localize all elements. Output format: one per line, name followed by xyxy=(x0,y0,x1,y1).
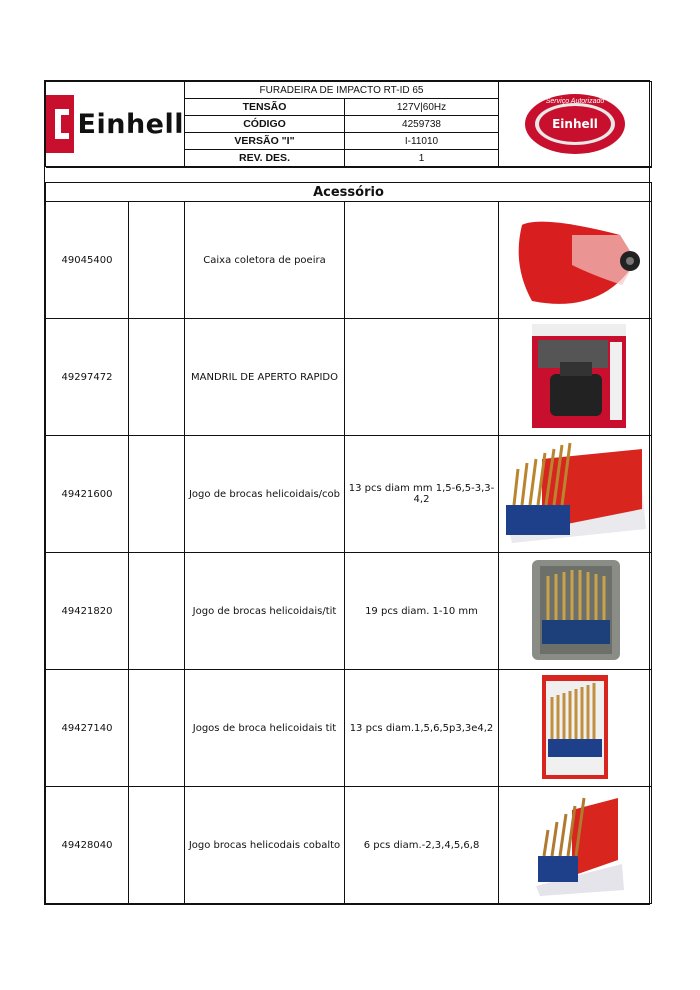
drill-set-card-icon xyxy=(502,673,648,781)
field-value-code: 4259738 xyxy=(345,116,499,133)
table-row xyxy=(46,787,652,904)
item-description: Jogos de broca helicoidais tit xyxy=(185,670,345,787)
item-image-cell xyxy=(499,553,652,670)
item-spec xyxy=(345,202,499,319)
service-seal-cell xyxy=(499,82,652,167)
item-code: 49045400 xyxy=(46,202,129,319)
table-row xyxy=(46,670,652,787)
drill-set-grey-case-icon xyxy=(502,556,648,664)
item-description: MANDRIL DE APERTO RAPIDO xyxy=(185,319,345,436)
item-spec xyxy=(345,319,499,436)
section-title: Acessório xyxy=(46,183,652,202)
einhell-logo-icon xyxy=(46,95,74,153)
item-blank xyxy=(129,436,185,553)
field-label-version: VERSÃO "I" xyxy=(185,133,345,150)
item-spec: 6 pcs diam.-2,3,4,5,6,8 xyxy=(345,787,499,904)
item-image-cell xyxy=(499,787,652,904)
item-code: 49297472 xyxy=(46,319,129,436)
item-code: 49427140 xyxy=(46,670,129,787)
item-code: 49421600 xyxy=(46,436,129,553)
item-spec: 19 pcs diam. 1-10 mm xyxy=(345,553,499,670)
item-image-cell xyxy=(499,436,652,553)
item-code: 49428040 xyxy=(46,787,129,904)
table-row xyxy=(46,319,652,436)
drill-set-red-case-icon xyxy=(502,439,648,547)
item-description: Jogo brocas helicodais cobalto xyxy=(185,787,345,904)
item-spec: 13 pcs diam mm 1,5-6,5-3,3-4,2 xyxy=(345,436,499,553)
accessory-sheet xyxy=(44,80,650,905)
item-blank xyxy=(129,670,185,787)
table-row xyxy=(46,553,652,670)
drill-set-small-case-icon xyxy=(502,790,648,898)
svg-text:Serviço Autorizado: Serviço Autorizado xyxy=(545,98,605,105)
item-image-cell xyxy=(499,202,652,319)
dust-collector-icon xyxy=(502,205,648,313)
brand-name: Einhell xyxy=(77,108,184,140)
spacer-row xyxy=(46,168,652,183)
item-description: Jogo de brocas helicoidais/tit xyxy=(185,553,345,670)
einhell-logo xyxy=(46,89,184,159)
field-label-revision: REV. DES. xyxy=(185,150,345,167)
product-title: FURADEIRA DE IMPACTO RT-ID 65 xyxy=(185,82,499,99)
item-description: Caixa coletora de poeira xyxy=(185,202,345,319)
item-blank xyxy=(129,553,185,670)
table-row xyxy=(46,202,652,319)
brand-logo-cell xyxy=(46,82,185,167)
field-value-revision: 1 xyxy=(345,150,499,167)
item-description: Jogo de brocas helicoidais/cob xyxy=(185,436,345,553)
field-label-code: CÓDIGO xyxy=(185,116,345,133)
field-value-voltage: 127V|60Hz xyxy=(345,99,499,116)
item-blank xyxy=(129,202,185,319)
item-image-cell xyxy=(499,319,652,436)
item-blank xyxy=(129,787,185,904)
item-blank xyxy=(129,319,185,436)
item-code: 49421820 xyxy=(46,553,129,670)
authorized-service-seal-icon xyxy=(523,92,627,156)
items-table xyxy=(45,167,652,904)
item-image-cell xyxy=(499,670,652,787)
keyless-chuck-icon xyxy=(502,322,648,430)
field-label-voltage: TENSÃO xyxy=(185,99,345,116)
header-table xyxy=(45,81,652,167)
item-spec: 13 pcs diam.1,5,6,5p3,3e4,2 xyxy=(345,670,499,787)
field-value-version: I-11010 xyxy=(345,133,499,150)
svg-text:Einhell: Einhell xyxy=(552,117,598,131)
table-row xyxy=(46,436,652,553)
